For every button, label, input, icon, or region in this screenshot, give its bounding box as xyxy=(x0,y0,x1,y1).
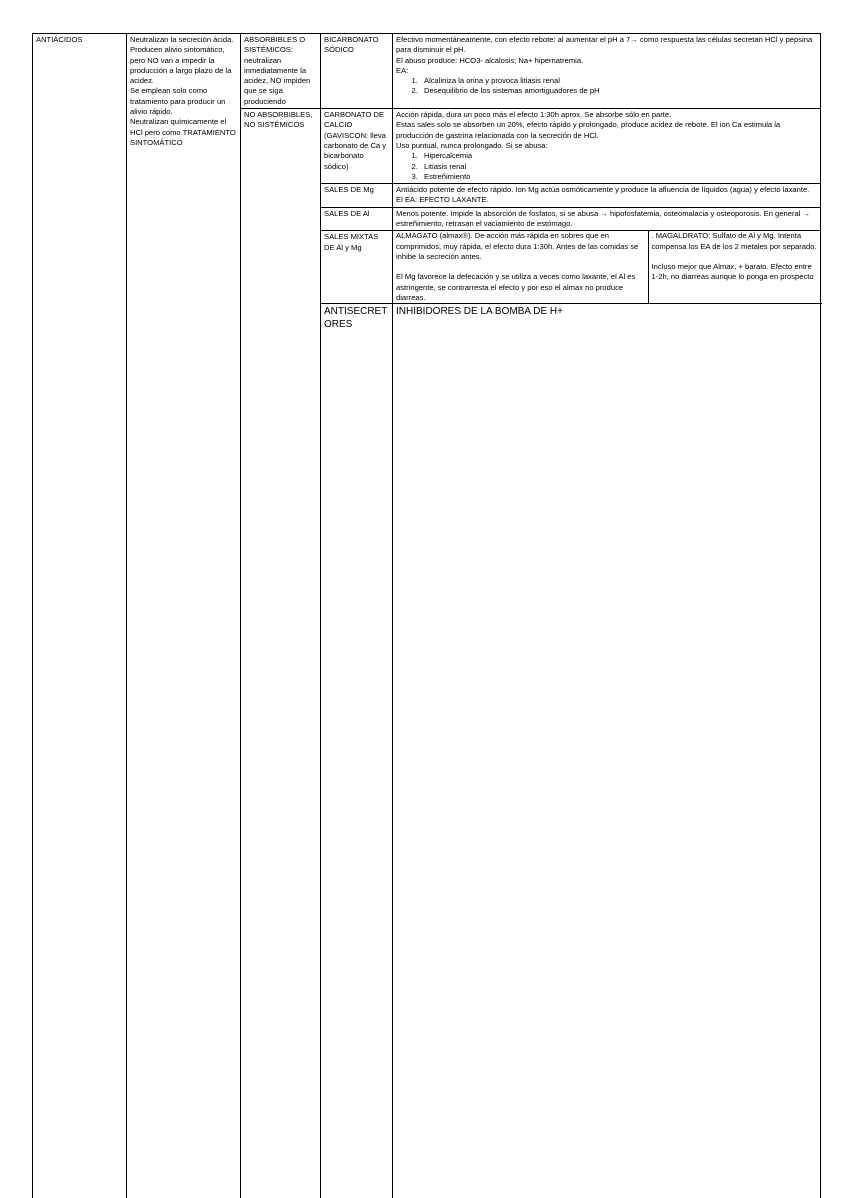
bicarbonato-line: EA: xyxy=(396,66,817,76)
row-bicarbonato xyxy=(33,34,821,109)
list-item: 1. Alcaliniza la orina y provoca litiasis renal xyxy=(420,76,817,86)
sales-mixtas-name: SALES MIXTAS DE Al y Mg xyxy=(324,232,378,251)
cell-antiacidos-description xyxy=(127,34,241,1198)
list-item: 3. Estreñimiento xyxy=(420,172,817,182)
cell-sales-mixtas-name xyxy=(321,231,393,304)
description-line: Neutralizan químicamente el HCl pero como TRATAMIENTO SINTOMÁTICO xyxy=(130,117,237,148)
magaldrato-column xyxy=(648,231,820,303)
cell-bicarbonato-name xyxy=(321,34,393,109)
subcategory-bomba-h: INHIBIDORES DE LA BOMBA DE H+ xyxy=(396,306,563,317)
cell-sales-mg-text xyxy=(393,184,821,208)
carbonato-line: Estas sales solo se absorben un 20%, efecto rápido y prolongado, produce acidez de rebote. El ion Ca estimula la producción de gastrina relacionada con la secreción de HCl. xyxy=(396,120,817,141)
sales-al-name: SALES DE Al xyxy=(324,209,370,218)
cell-no-absorbibles xyxy=(241,109,321,1198)
almagato-text: ALMAGATO (almax®). De acción más rápida en sobres que en comprimidos, muy rápida, el efecto dura 1:30h. Antes de las comidas se inhibe la secreción antes. xyxy=(396,231,645,262)
bicarbonato-line: Efectivo momentáneamente, con efecto rebote: al aumentar el pH a 7→ como respuesta las células secretan HCl y pepsina para disminuir el pH. xyxy=(396,35,817,56)
almagato-column xyxy=(396,231,648,303)
bicarbonato-ea-list xyxy=(396,76,817,97)
cell-absorbibles xyxy=(241,34,321,109)
no-absorbibles-label: NO ABSORBIBLES, NO SISTÉMICOS xyxy=(244,110,312,129)
list-item: 1. Hipercalcemia xyxy=(420,151,817,161)
bicarbonato-line: El abuso produce: HCO3- alcalosis; Na+ hipernatremia. xyxy=(396,56,817,66)
category-antisecretores: ANTISECRETORES xyxy=(324,306,387,330)
cell-sales-al-name xyxy=(321,207,393,231)
cell-antisecretores-sub xyxy=(393,304,821,1198)
sales-mixtas-split xyxy=(396,231,820,303)
cell-bicarbonato-text xyxy=(393,34,821,109)
category-antiacidos: ANTIÁCIDOS xyxy=(36,35,82,44)
cell-antiacidos-category xyxy=(33,34,127,1198)
magaldrato-note: Incluso mejor que Almax, + barato. Efecto entre 1-2h, no diarreas aunque lo ponga en prospecto xyxy=(652,262,821,283)
cell-carbonato-name xyxy=(321,109,393,184)
cell-sales-mixtas-text xyxy=(393,231,821,304)
carbonato-ea-list xyxy=(396,151,817,182)
magaldrato-text: . MAGALDRATO: Sulfato de Al y Mg. Intenta compensa los EA de los 2 metales por separado. xyxy=(652,231,821,252)
cell-sales-mg-name xyxy=(321,184,393,208)
carbonato-line: Acción rápida, dura un poco más el efecto 1:30h aprox. Se absorbe sólo en parte. xyxy=(396,110,817,120)
list-item: 2. Desequilibrio de los sistemas amortiguadores de pH xyxy=(420,86,817,96)
pharmacology-table xyxy=(32,33,821,1198)
description-line: Se emplean solo como tratamiento para producir un alivio rápido. xyxy=(130,86,237,117)
absorbibles-label: ABSORBIBLES O SISTÉMICOS: neutralizan inmediatamente la acidez, NO impiden que se siga produciendo xyxy=(244,35,310,106)
cell-antisecretores-category xyxy=(321,304,393,1198)
cell-carbonato-text xyxy=(393,109,821,184)
carbonato-name: CARBONATO DE CALCIO (GAVISCON: lleva carbonato de Ca y bicarbonato sódico) xyxy=(324,110,386,170)
description-line: Neutralizan la secreción ácida. Producen alivio sintomático, pero NO van a impedir la producción a largo plazo de la acidez. xyxy=(130,35,237,86)
cell-sales-al-text xyxy=(393,207,821,231)
sales-mg-text: Antiácido potente de efecto rápido. Ion Mg actúa osmóticamente y produce la afluencia de líquidos (agua) y efecto laxante. El EA: EFECTO LAXANTE. xyxy=(396,185,809,204)
bicarbonato-name: BICARBONATO SÓDICO xyxy=(324,35,379,54)
almagato-note: El Mg favorece la defecación y se utiliza a veces como laxante, el Al es astringente, se contrarresta el efecto y por eso el almax no produce diarreas. xyxy=(396,272,645,303)
sales-al-text: Menos potente. Impide la absorción de fosfatos, si se abusa → hipofosfatemia, osteomalacia y osteoporosis. En general → estreñimiento, retrasan el vaciamiento de estómago. xyxy=(396,209,810,228)
list-item: 2. Litiasis renal xyxy=(420,162,817,172)
sales-mg-name: SALES DE Mg xyxy=(324,185,374,194)
document-page xyxy=(32,33,820,1198)
carbonato-line: Uso puntual, nunca prolongado. Si se abusa: xyxy=(396,141,817,151)
